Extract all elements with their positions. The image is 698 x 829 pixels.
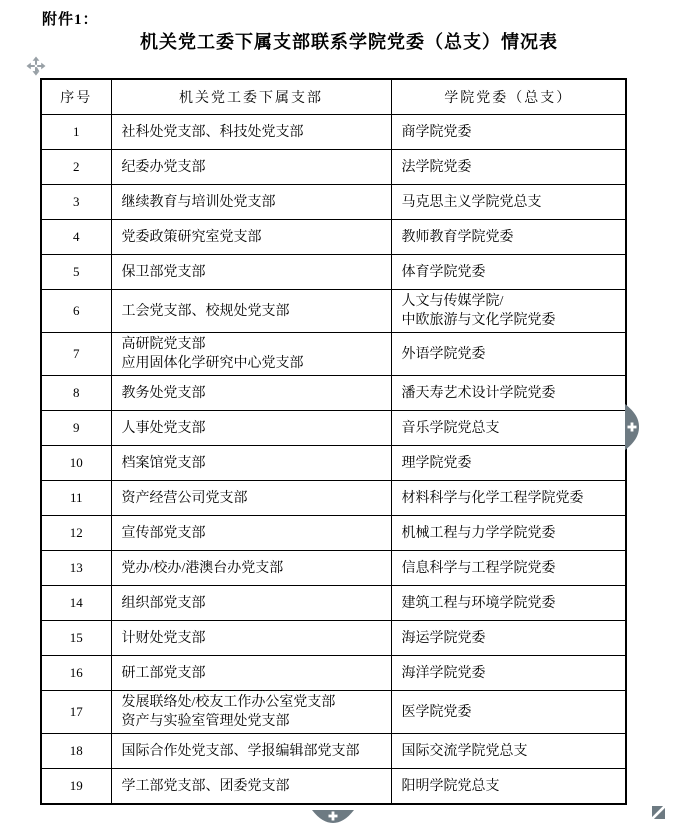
row-number-cell: 17 <box>41 691 111 734</box>
college-cell <box>391 516 626 551</box>
cell-line: 保卫部党支部 <box>121 264 206 280</box>
attachment-label: 附件1： <box>42 12 99 28</box>
table-row <box>41 769 626 805</box>
row-number-cell: 6 <box>41 290 111 333</box>
college-cell <box>391 115 626 150</box>
cell-line: 国际合作处党支部、学报编辑部党支部 <box>121 743 360 759</box>
cell-line: 应用固体化学研究中心党支部 <box>121 356 304 371</box>
branch-cell <box>111 255 391 290</box>
table-row <box>41 481 626 516</box>
row-number-cell: 2 <box>41 150 111 185</box>
cell-line: 阳明学院党总支 <box>401 778 500 794</box>
row-number-cell: 4 <box>41 220 111 255</box>
row-number-cell: 12 <box>41 516 111 551</box>
cell-line: 建筑工程与环境学院党委 <box>401 595 556 611</box>
branch-cell <box>111 516 391 551</box>
branch-cell <box>111 290 391 333</box>
cell-line: 继续教育与培训处党支部 <box>121 194 276 210</box>
row-number-cell: 5 <box>41 255 111 290</box>
table-row <box>41 185 626 220</box>
college-cell <box>391 691 626 734</box>
table-row <box>41 621 626 656</box>
table-row <box>41 290 626 333</box>
cell-line: 理学院党委 <box>401 455 472 471</box>
branch-cell <box>111 551 391 586</box>
branch-cell <box>111 621 391 656</box>
cell-line: 法学院党委 <box>401 159 472 175</box>
cell-line: 资产经营公司党支部 <box>121 490 248 506</box>
table-row <box>41 551 626 586</box>
row-number-cell: 19 <box>41 769 111 805</box>
college-cell <box>391 290 626 333</box>
college-cell <box>391 255 626 290</box>
table-row <box>41 411 626 446</box>
cell-line: 教师教育学院党委 <box>401 229 514 245</box>
college-cell <box>391 411 626 446</box>
row-number-cell: 7 <box>41 333 111 376</box>
header-college-committee: 学院党委（总支） <box>391 79 626 115</box>
cell-line: 潘天寿艺术设计学院党委 <box>401 385 556 401</box>
row-number-cell: 3 <box>41 185 111 220</box>
cell-line: 研工部党支部 <box>121 665 206 681</box>
cell-line: 海运学院党委 <box>401 630 486 646</box>
cell-line: 马克思主义学院党总支 <box>401 194 542 210</box>
table-row <box>41 446 626 481</box>
college-cell <box>391 586 626 621</box>
branch-cell <box>111 115 391 150</box>
college-cell <box>391 376 626 411</box>
cell-line: 材料科学与化学工程学院党委 <box>401 490 584 506</box>
table-row <box>41 115 626 150</box>
page-title: 机关党工委下属支部联系学院党委（总支）情况表 <box>140 32 558 52</box>
branch-cell <box>111 586 391 621</box>
table-row <box>41 333 626 376</box>
row-number-cell: 13 <box>41 551 111 586</box>
college-cell <box>391 446 626 481</box>
cell-line: 外语学院党委 <box>401 346 486 362</box>
row-number-cell: 18 <box>41 734 111 769</box>
cell-line: 学工部党支部、团委党支部 <box>121 778 290 794</box>
table-row <box>41 150 626 185</box>
cell-line: 人文与传媒学院/ <box>401 294 504 309</box>
table-container <box>40 78 625 805</box>
cell-line: 商学院党委 <box>401 124 472 140</box>
college-cell <box>391 734 626 769</box>
cell-line: 计财处党支部 <box>121 630 206 646</box>
branch-cell <box>111 734 391 769</box>
liaison-table <box>40 78 627 805</box>
cell-line: 音乐学院党总支 <box>401 420 500 436</box>
branch-cell <box>111 411 391 446</box>
college-cell <box>391 769 626 805</box>
table-resize-handle-icon[interactable] <box>652 806 665 819</box>
row-number-cell: 14 <box>41 586 111 621</box>
table-row <box>41 376 626 411</box>
branch-cell <box>111 769 391 805</box>
row-number-cell: 16 <box>41 656 111 691</box>
table-body <box>41 115 626 805</box>
table-move-handle-icon[interactable] <box>26 56 46 76</box>
row-number-cell: 1 <box>41 115 111 150</box>
college-cell <box>391 185 626 220</box>
cell-line: 医学院党委 <box>401 704 472 720</box>
cell-line: 党委政策研究室党支部 <box>121 229 262 245</box>
college-cell <box>391 481 626 516</box>
table-row <box>41 691 626 734</box>
branch-cell <box>111 446 391 481</box>
college-cell <box>391 150 626 185</box>
row-number-cell: 11 <box>41 481 111 516</box>
cell-line: 机械工程与力学学院党委 <box>401 525 556 541</box>
branch-cell <box>111 150 391 185</box>
table-row <box>41 516 626 551</box>
branch-cell <box>111 376 391 411</box>
branch-cell <box>111 333 391 376</box>
cell-line: 工会党支部、校规处党支部 <box>121 303 290 319</box>
college-cell <box>391 551 626 586</box>
table-row <box>41 734 626 769</box>
row-number-cell: 15 <box>41 621 111 656</box>
add-column-button[interactable] <box>625 403 643 451</box>
college-cell <box>391 220 626 255</box>
cell-line: 纪委办党支部 <box>121 159 206 175</box>
cell-line: 发展联络处/校友工作办公室党支部 <box>121 695 336 710</box>
branch-cell <box>111 656 391 691</box>
row-number-cell: 8 <box>41 376 111 411</box>
table-row <box>41 255 626 290</box>
header-row <box>41 79 626 115</box>
row-number-cell: 10 <box>41 446 111 481</box>
branch-cell <box>111 185 391 220</box>
header-branch: 机关党工委下属支部 <box>111 79 391 115</box>
branch-cell <box>111 691 391 734</box>
cell-line: 中欧旅游与文化学院党委 <box>401 313 556 328</box>
cell-line: 高研院党支部 <box>121 337 206 352</box>
cell-line: 社科处党支部、科技处党支部 <box>121 124 304 140</box>
add-row-button[interactable] <box>311 810 355 824</box>
cell-line: 组织部党支部 <box>121 595 206 611</box>
table-row <box>41 656 626 691</box>
table-row <box>41 220 626 255</box>
branch-cell <box>111 220 391 255</box>
cell-line: 国际交流学院党总支 <box>401 743 528 759</box>
college-cell <box>391 656 626 691</box>
row-number-cell: 9 <box>41 411 111 446</box>
cell-line: 信息科学与工程学院党委 <box>401 560 556 576</box>
header-serial-number: 序号 <box>41 79 111 115</box>
table-row <box>41 586 626 621</box>
cell-line: 党办/校办/港澳台办党支部 <box>121 560 284 576</box>
cell-line: 档案馆党支部 <box>121 455 206 471</box>
branch-cell <box>111 481 391 516</box>
cell-line: 体育学院党委 <box>401 264 486 280</box>
cell-line: 教务处党支部 <box>121 385 206 401</box>
college-cell <box>391 621 626 656</box>
table-header <box>41 79 626 115</box>
cell-line: 人事处党支部 <box>121 420 206 436</box>
cell-line: 资产与实验室管理处党支部 <box>121 714 290 729</box>
college-cell <box>391 333 626 376</box>
cell-line: 海洋学院党委 <box>401 665 486 681</box>
cell-line: 宣传部党支部 <box>121 525 206 541</box>
